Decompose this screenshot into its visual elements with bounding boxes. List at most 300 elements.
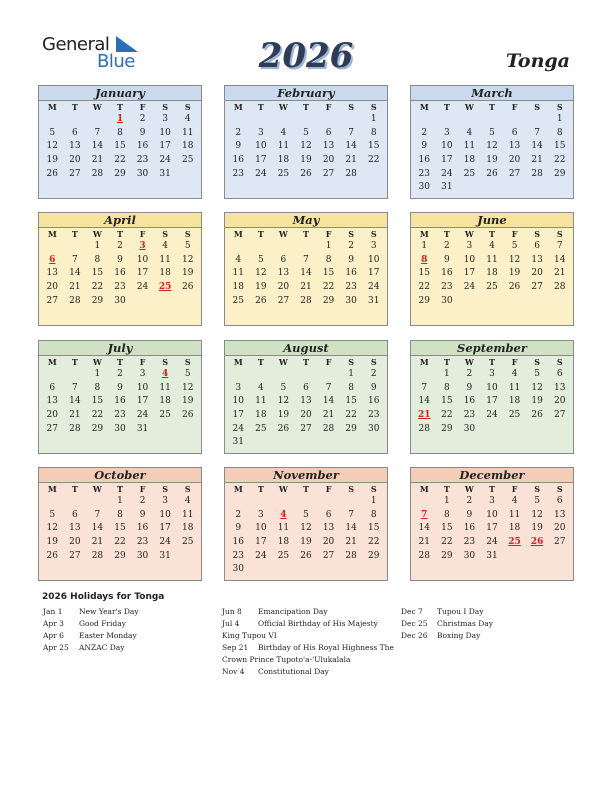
holiday-name: Easter Monday xyxy=(79,631,137,640)
month-title: February xyxy=(225,86,387,101)
calendar-date: 8 xyxy=(556,127,563,138)
calendar-date: 7 xyxy=(421,382,428,393)
calendar-date: 18 xyxy=(181,141,194,152)
calendar-date: 24 xyxy=(232,423,244,434)
calendar-date: 17 xyxy=(159,141,171,152)
holiday-name: Christmas Day xyxy=(437,619,493,628)
holiday-date: 21 xyxy=(418,410,431,421)
empty-cell xyxy=(340,112,363,126)
calendar-date: 23 xyxy=(136,155,149,166)
weekday-header: T xyxy=(489,102,495,112)
calendar-date: 3 xyxy=(162,496,168,506)
calendar-date: 12 xyxy=(277,396,290,407)
calendar-date: 10 xyxy=(463,254,476,265)
calendar-date: 18 xyxy=(159,396,171,407)
weekday-header: S xyxy=(184,357,191,367)
calendar-date: 17 xyxy=(486,396,498,407)
calendar-date: 25 xyxy=(232,295,244,306)
weekday-header: F xyxy=(139,229,146,239)
holiday-date: 25 xyxy=(508,537,521,548)
calendar-date: 7 xyxy=(71,382,78,393)
calendar-date: 23 xyxy=(441,282,453,293)
calendar-date: 11 xyxy=(159,382,171,393)
calendar-date: 16 xyxy=(418,155,430,166)
calendar-date: 24 xyxy=(159,537,171,548)
empty-cell xyxy=(272,494,295,508)
holiday-column xyxy=(43,606,218,654)
logo-text-general: General xyxy=(42,34,110,55)
calendar-date: 23 xyxy=(114,410,126,421)
holiday-column xyxy=(401,606,576,642)
month-title: July xyxy=(39,341,201,356)
calendar-date: 22 xyxy=(345,410,357,421)
calendar-date: 15 xyxy=(114,141,126,152)
calendar-date: 26 xyxy=(46,168,58,179)
calendar-date: 8 xyxy=(94,254,101,265)
calendar-date: 6 xyxy=(71,509,78,520)
month-grid xyxy=(411,101,573,194)
empty-cell xyxy=(317,367,340,381)
calendar-date: 19 xyxy=(300,537,312,548)
calendar-date: 29 xyxy=(114,168,126,179)
calendar-date: 29 xyxy=(441,423,453,434)
empty-cell xyxy=(64,494,87,508)
calendar-date: 7 xyxy=(325,382,332,393)
calendar-date: 24 xyxy=(441,168,453,179)
weekday-header: F xyxy=(139,357,146,367)
calendar-date: 13 xyxy=(69,523,81,534)
calendar-date: 4 xyxy=(511,369,518,379)
calendar-date: 15 xyxy=(345,396,357,407)
calendar-date: 10 xyxy=(159,127,171,138)
calendar-date: 14 xyxy=(91,141,104,152)
calendar-date: 3 xyxy=(489,369,495,379)
calendar-date: 12 xyxy=(508,254,521,265)
calendar-date: 13 xyxy=(322,141,335,152)
calendar-date: 13 xyxy=(553,382,566,393)
calendar-date: 28 xyxy=(91,550,104,561)
month-march xyxy=(410,85,574,199)
weekday-header: S xyxy=(348,229,355,239)
calendar-date: 15 xyxy=(322,268,335,279)
calendar-date: 22 xyxy=(367,537,380,548)
month-october xyxy=(38,467,202,581)
calendar-date: 5 xyxy=(184,241,191,251)
calendar-date: 11 xyxy=(277,141,290,152)
calendar-date: 10 xyxy=(159,509,171,520)
calendar-date: 31 xyxy=(159,550,171,561)
calendar-date: 20 xyxy=(322,537,335,548)
calendar-date: 30 xyxy=(463,423,476,434)
empty-cell xyxy=(227,367,250,381)
weekday-header: T xyxy=(443,357,450,367)
weekday-header: T xyxy=(117,484,123,494)
calendar-date: 14 xyxy=(322,396,335,407)
calendar-date: 16 xyxy=(345,268,357,279)
calendar-date: 12 xyxy=(255,268,267,279)
calendar-date: 4 xyxy=(162,241,168,251)
calendar-date: 1 xyxy=(94,369,101,379)
weekday-header: S xyxy=(370,102,377,112)
weekday-header: S xyxy=(184,484,191,494)
calendar-date: 24 xyxy=(367,282,380,293)
calendar-date: 24 xyxy=(463,282,476,293)
holiday-name: Tupou I Day xyxy=(437,607,484,616)
calendar-date: 28 xyxy=(345,168,357,179)
calendar-date: 29 xyxy=(553,168,566,179)
calendar-date: 28 xyxy=(553,282,566,293)
calendar-date: 31 xyxy=(367,295,380,306)
holiday-date-label: Dec 26 xyxy=(401,631,428,640)
weekday-header: S xyxy=(370,229,377,239)
calendar-date: 2 xyxy=(466,496,473,506)
calendar-date: 31 xyxy=(486,550,498,561)
weekday-header: F xyxy=(325,357,332,367)
weekday-header: W xyxy=(464,102,474,112)
calendar-date: 7 xyxy=(534,127,540,138)
empty-cell xyxy=(86,494,109,508)
weekday-header: W xyxy=(92,357,102,367)
weekday-header: W xyxy=(278,102,288,112)
calendar-date: 20 xyxy=(69,155,81,166)
calendar-date: 19 xyxy=(277,410,290,421)
weekday-header: S xyxy=(348,102,355,112)
calendar-date: 29 xyxy=(114,550,126,561)
calendar-date: 22 xyxy=(441,537,453,548)
calendar-date: 21 xyxy=(553,268,566,279)
calendar-date: 31 xyxy=(232,437,244,448)
calendar-date: 9 xyxy=(443,254,450,265)
calendar-date: 17 xyxy=(367,268,380,279)
calendar-date: 26 xyxy=(508,282,521,293)
calendar-date: 21 xyxy=(69,282,81,293)
calendar-date: 14 xyxy=(531,141,543,152)
month-april xyxy=(38,212,202,326)
calendar-date: 1 xyxy=(94,241,101,251)
calendar-date: 30 xyxy=(418,182,430,193)
calendar-date: 1 xyxy=(370,496,377,506)
holiday-date: 8 xyxy=(421,254,428,265)
holiday-date: 3 xyxy=(139,241,146,251)
weekday-header: F xyxy=(139,484,146,494)
calendar-date: 3 xyxy=(139,369,146,379)
month-grid xyxy=(411,356,573,435)
holiday-item xyxy=(401,606,576,618)
weekday-header: T xyxy=(303,484,309,494)
holiday-item xyxy=(43,642,218,654)
calendar-date: 18 xyxy=(277,155,290,166)
calendar-date: 30 xyxy=(136,550,149,561)
holiday-date: 4 xyxy=(280,509,287,520)
holiday-date-label: Apr 3 xyxy=(43,619,64,628)
calendar-date: 11 xyxy=(232,268,244,279)
calendar-date: 12 xyxy=(181,382,194,393)
calendar-date: 9 xyxy=(117,254,123,265)
calendar-date: 20 xyxy=(553,396,566,407)
calendar-date: 18 xyxy=(232,282,244,293)
calendar-date: 22 xyxy=(114,537,126,548)
weekday-header: T xyxy=(489,357,495,367)
calendar-date: 6 xyxy=(511,127,518,138)
holiday-name: New Year's Day xyxy=(79,607,139,616)
weekday-header: S xyxy=(162,102,169,112)
calendar-date: 10 xyxy=(255,141,267,152)
empty-cell xyxy=(458,112,481,126)
calendar-date: 9 xyxy=(348,254,354,265)
calendar-date: 11 xyxy=(159,254,171,265)
weekday-header: W xyxy=(464,357,474,367)
calendar-date: 15 xyxy=(367,523,380,534)
weekday-header: F xyxy=(325,229,332,239)
calendar-date: 27 xyxy=(553,537,566,548)
calendar-date: 29 xyxy=(322,295,335,306)
calendar-date: 26 xyxy=(181,410,194,421)
weekday-header: T xyxy=(257,229,264,239)
empty-cell xyxy=(272,367,295,381)
holiday-item xyxy=(43,630,218,642)
empty-cell xyxy=(526,112,549,126)
weekday-header: W xyxy=(464,484,474,494)
month-may xyxy=(224,212,388,326)
calendar-date: 19 xyxy=(300,155,312,166)
month-title: December xyxy=(411,468,573,483)
calendar-date: 20 xyxy=(531,268,543,279)
calendar-date: 1 xyxy=(370,114,377,124)
weekday-header: T xyxy=(117,102,123,112)
calendar-date: 23 xyxy=(136,537,149,548)
calendar-date: 6 xyxy=(280,254,287,265)
calendar-date: 11 xyxy=(277,523,290,534)
empty-cell xyxy=(41,494,64,508)
weekday-header: T xyxy=(71,484,78,494)
empty-cell xyxy=(250,494,273,508)
calendar-date: 26 xyxy=(277,423,290,434)
calendar-date: 22 xyxy=(91,282,104,293)
calendar-date: 11 xyxy=(508,382,521,393)
empty-cell xyxy=(413,367,436,381)
calendar-date: 30 xyxy=(463,550,476,561)
weekday-header: T xyxy=(117,357,123,367)
empty-cell xyxy=(413,494,436,508)
calendar-date: 23 xyxy=(345,282,357,293)
calendar-date: 15 xyxy=(114,523,126,534)
month-november xyxy=(224,467,388,581)
calendar-date: 20 xyxy=(508,155,521,166)
calendar-date: 21 xyxy=(345,537,357,548)
weekday-header: W xyxy=(92,229,102,239)
calendar-date: 11 xyxy=(508,509,521,520)
calendar-date: 21 xyxy=(418,537,430,548)
calendar-date: 27 xyxy=(300,423,312,434)
calendar-date: 17 xyxy=(159,523,171,534)
calendar-date: 30 xyxy=(136,168,149,179)
empty-cell xyxy=(41,239,64,253)
weekday-header: F xyxy=(511,484,518,494)
calendar-date: 8 xyxy=(117,509,123,520)
calendar-date: 28 xyxy=(418,423,430,434)
holiday-item xyxy=(222,618,397,642)
calendar-date: 30 xyxy=(441,295,453,306)
calendar-date: 25 xyxy=(159,410,171,421)
holiday-name: Birthday of His Royal Highness The Crown Prince Tupoto'a-'Ulukalala xyxy=(222,643,394,664)
calendar-date: 26 xyxy=(46,550,58,561)
calendar-date: 20 xyxy=(322,155,335,166)
calendar-date: 3 xyxy=(235,382,242,393)
calendar-date: 1 xyxy=(325,241,332,251)
empty-cell xyxy=(295,367,318,381)
calendar-date: 27 xyxy=(553,410,566,421)
calendar-date: 13 xyxy=(508,141,521,152)
calendar-date: 13 xyxy=(300,396,312,407)
calendar-date: 23 xyxy=(463,410,476,421)
calendar-date: 14 xyxy=(345,141,357,152)
calendar-date: 16 xyxy=(114,396,126,407)
calendar-date: 5 xyxy=(303,509,309,520)
empty-cell xyxy=(64,239,87,253)
holiday-item xyxy=(43,618,218,630)
calendar-date: 10 xyxy=(486,509,498,520)
calendar-date: 9 xyxy=(466,382,473,393)
month-grid xyxy=(225,356,387,449)
calendar-date: 19 xyxy=(531,523,543,534)
weekday-header: F xyxy=(511,357,518,367)
calendar-date: 17 xyxy=(136,396,149,407)
calendar-date: 26 xyxy=(531,410,543,421)
empty-cell xyxy=(413,112,436,126)
calendar-date: 4 xyxy=(280,127,287,138)
weekday-header: S xyxy=(348,357,355,367)
calendar-date: 19 xyxy=(181,396,194,407)
weekday-header: M xyxy=(419,357,429,367)
calendar-date: 16 xyxy=(463,523,476,534)
weekday-header: S xyxy=(556,357,563,367)
weekday-header: S xyxy=(534,484,541,494)
calendar-date: 9 xyxy=(117,382,123,393)
calendar-date: 25 xyxy=(181,537,194,548)
calendar-date: 2 xyxy=(117,241,123,251)
weekday-header: S xyxy=(162,229,169,239)
calendar-date: 16 xyxy=(136,141,149,152)
calendar-date: 27 xyxy=(277,295,290,306)
weekday-header: W xyxy=(92,484,102,494)
calendar-date: 5 xyxy=(303,127,309,138)
calendar-date: 24 xyxy=(255,550,267,561)
month-grid xyxy=(225,483,387,576)
calendar-date: 9 xyxy=(370,382,377,393)
calendar-date: 4 xyxy=(184,496,191,506)
weekday-header: M xyxy=(47,102,57,112)
calendar-date: 5 xyxy=(489,127,495,138)
calendar-date: 16 xyxy=(463,396,476,407)
calendar-date: 7 xyxy=(94,127,101,138)
calendar-date: 14 xyxy=(345,523,357,534)
calendar-date: 19 xyxy=(255,282,267,293)
calendar-date: 13 xyxy=(46,396,58,407)
calendar-date: 2 xyxy=(370,369,377,379)
weekday-header: S xyxy=(556,484,563,494)
empty-cell xyxy=(295,112,318,126)
calendar-date: 10 xyxy=(367,254,380,265)
month-january xyxy=(38,85,202,199)
weekday-header: F xyxy=(511,102,518,112)
calendar-date: 18 xyxy=(277,537,290,548)
calendar-date: 23 xyxy=(367,410,380,421)
calendar-date: 5 xyxy=(534,496,540,506)
holiday-item xyxy=(43,606,218,618)
weekday-header: M xyxy=(47,357,57,367)
month-grid xyxy=(39,101,201,180)
holiday-date-label: Jun 8 xyxy=(222,607,242,616)
country-name: Tonga xyxy=(505,50,570,72)
weekday-header: F xyxy=(325,102,332,112)
calendar-date: 1 xyxy=(348,369,354,379)
holiday-name: ANZAC Day xyxy=(79,643,125,652)
empty-cell xyxy=(317,112,340,126)
calendar-date: 17 xyxy=(232,410,244,421)
empty-cell xyxy=(227,239,250,253)
calendar-date: 26 xyxy=(300,550,312,561)
calendar-date: 1 xyxy=(117,496,123,506)
calendar-date: 4 xyxy=(257,382,264,393)
holiday-date-label: Sep 21 xyxy=(222,643,249,652)
calendar-date: 14 xyxy=(91,523,104,534)
month-september xyxy=(410,340,574,454)
calendar-date: 14 xyxy=(553,254,566,265)
calendar-date: 18 xyxy=(508,396,521,407)
calendar-date: 16 xyxy=(367,396,380,407)
weekday-header: S xyxy=(348,484,355,494)
calendar-date: 5 xyxy=(257,254,264,265)
month-grid xyxy=(225,228,387,307)
weekday-header: F xyxy=(325,484,332,494)
calendar-date: 18 xyxy=(508,523,521,534)
calendar-date: 28 xyxy=(322,423,335,434)
calendar-date: 6 xyxy=(303,382,309,393)
weekday-header: W xyxy=(278,229,288,239)
calendar-date: 9 xyxy=(235,141,242,152)
calendar-date: 28 xyxy=(418,550,430,561)
holiday-date-label: Apr 25 xyxy=(43,643,69,652)
calendar-date: 17 xyxy=(255,537,267,548)
calendar-date: 2 xyxy=(235,509,242,520)
calendar-date: 3 xyxy=(257,127,264,138)
holiday-item xyxy=(401,618,576,630)
weekday-header: S xyxy=(534,357,541,367)
calendar-date: 2 xyxy=(139,114,146,124)
calendar-date: 15 xyxy=(553,141,566,152)
calendar-date: 5 xyxy=(534,369,540,379)
calendar-date: 9 xyxy=(466,509,473,520)
weekday-header: S xyxy=(162,484,169,494)
empty-cell xyxy=(64,112,87,126)
calendar-date: 18 xyxy=(463,155,476,166)
calendar-date: 2 xyxy=(235,127,242,138)
weekday-header: M xyxy=(419,102,429,112)
holiday-name: Official Birthday of His Majesty King Tupou VI xyxy=(222,619,378,640)
calendar-date: 31 xyxy=(159,168,171,179)
calendar-date: 16 xyxy=(114,268,126,279)
month-title: May xyxy=(225,213,387,228)
calendar-date: 8 xyxy=(325,254,332,265)
calendar-date: 27 xyxy=(508,168,521,179)
calendar-date: 1 xyxy=(443,369,450,379)
calendar-date: 14 xyxy=(300,268,312,279)
calendar-date: 6 xyxy=(556,496,563,506)
holiday-date: 1 xyxy=(116,114,124,124)
calendar-date: 6 xyxy=(71,127,78,138)
calendar-date: 25 xyxy=(181,155,194,166)
calendar-date: 20 xyxy=(553,523,566,534)
